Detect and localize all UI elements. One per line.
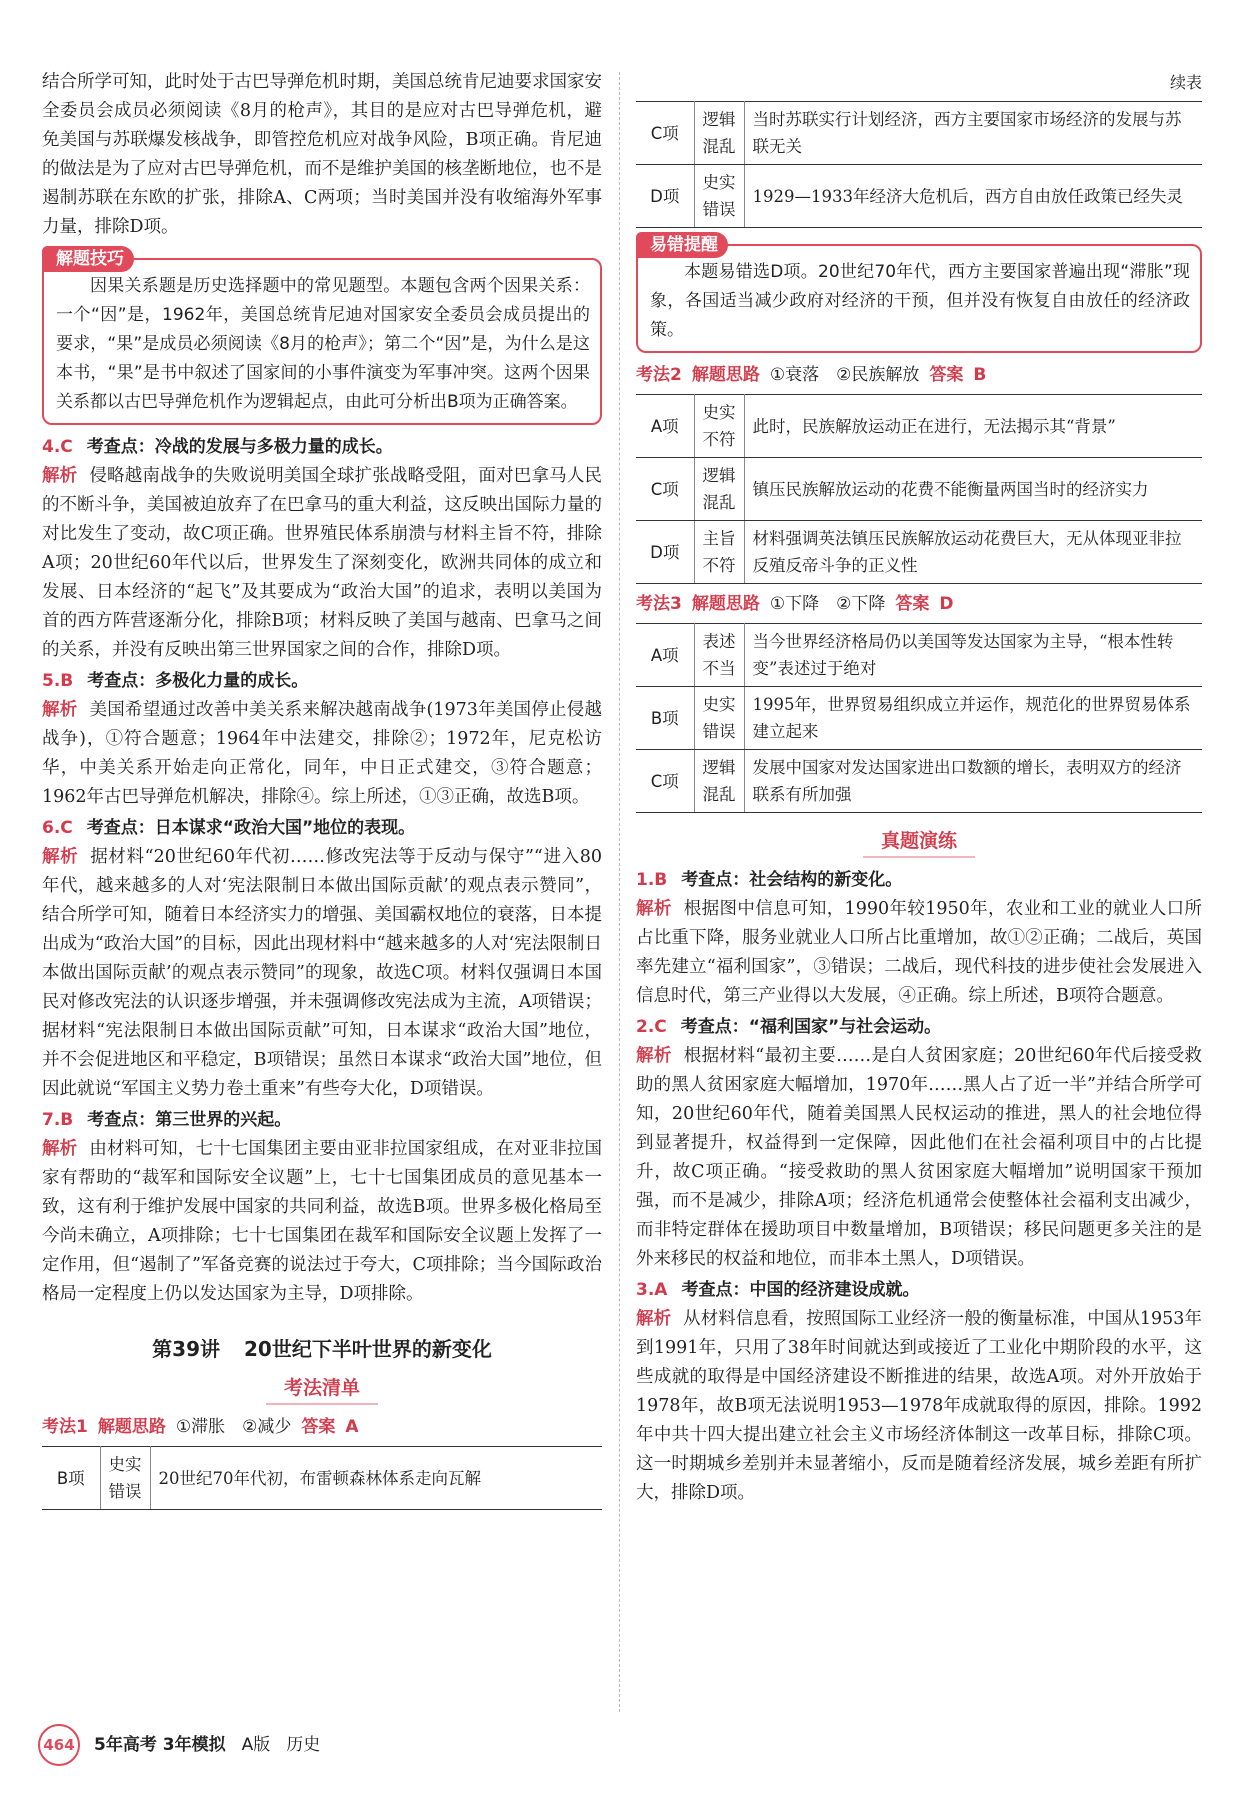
question-analysis: 侵略越南战争的失败说明美国全球扩张战略受阻，面对巴拿马人民的不断斗争，美国被迫放弃了在巴拿马的重大利益，这反映出国际力量的对比发生了变动，故C项正确。世界殖民体系崩溃与材料主旨不符，排除A项；20世纪60年代以后，世界发生了深刻变化，欧洲共同体的成立和发展、日本经济的“起飞”及其要成为“政治大国”的追求，表明以美国为首的西方阵营逐渐分化，排除B项；材料反映了美国与越南、巴拿马之间的关系，并没有反映出第三世界国家之间的合作，排除D项。	[42, 466, 603, 660]
question-topic: 日本谋求“政治大国”地位的表现。	[154, 818, 416, 838]
error-type-cell: 史实错误	[100, 1447, 150, 1510]
explanation-cell: 20世纪70年代初，布雷顿森林体系走向瓦解	[150, 1447, 602, 1510]
explanation-cell: 此时，民族解放运动正在进行，无法揭示其“背景”	[744, 395, 1202, 458]
table-row	[636, 165, 1202, 228]
kaofa-banner	[42, 1374, 602, 1405]
jiexi-label: 解析	[42, 1139, 78, 1159]
column-divider	[619, 72, 620, 1712]
question-analysis: 从材料信息看，按照国际工业经济一般的衡量标准，中国从1953年到1991年，只用了38年时间就达到或接近了工业化中期阶段的水平，这些成就的取得是中国经济建设不断推进的结果，故选A项。对外开放始于1978年，故B项无法说明1953—1978年成就取得的原因，排除。1992年中共十四大提出建立社会主义市场经济体制这一改革目标，排除C项。这一时期城乡差别并未显著缩小，反而是随着经济发展，城乡差距有所扩大，排除D项。	[636, 1309, 1202, 1503]
question-number: 1.B	[636, 870, 668, 890]
error-type-cell: 逻辑混乱	[694, 458, 744, 521]
question-number: 6.C	[42, 818, 73, 838]
zhenti-question-3	[636, 1276, 1202, 1508]
answer-label: 答案	[895, 594, 930, 614]
zhenti-banner	[636, 827, 1202, 858]
kaofa-3-table	[636, 623, 1202, 813]
question-7	[42, 1106, 602, 1309]
option-cell: C项	[636, 750, 694, 813]
kaochadian-label: 考查点：	[681, 1280, 750, 1300]
explanation-cell: 1995年，世界贸易组织成立并运作，规范化的世界贸易体系建立起来	[744, 687, 1202, 750]
kaofa-2-table	[636, 394, 1202, 584]
kaofa-2-header	[636, 361, 1202, 390]
lecture-name: 20世纪下半叶世界的新变化	[244, 1337, 492, 1361]
table-row	[636, 102, 1202, 165]
kaochadian-label: 考查点：	[680, 1017, 749, 1037]
warning-box	[636, 235, 1202, 353]
banner-label: 真题演练	[863, 827, 975, 858]
error-type-cell: 史实错误	[694, 165, 744, 228]
question-analysis: 由材料可知，七十七国集团主要由亚非拉国家组成，在对亚非拉国家有帮助的“裁军和国际安全议题”上，七十七国集团成员的意见基本一致，这有利于维护发展中国家的共同利益，故选B项。世界多极化格局至今尚未确立，A项排除；七十七国集团在裁军和国际安全议题上发挥了一定作用，但“遏制了”军备竞赛的说法过于夸大，C项排除；当今国际政治格局一定程度上仍以发达国家为主导，D项排除。	[42, 1139, 603, 1304]
explanation-cell: 当今世界经济格局仍以美国等发达国家为主导，“根本性转变”表述过于绝对	[744, 624, 1202, 687]
answer-value: B	[973, 365, 987, 385]
question-number: 2.C	[636, 1017, 667, 1037]
option-cell: B项	[636, 687, 694, 750]
question-analysis: 美国希望通过改善中美关系来解决越南战争(1973年美国停止侵越战争)，①符合题意；1964年中法建交，排除②；1972年，尼克松访华，中美关系开始走向正常化，同年，中日正式建交，③符合题意；1962年古巴导弹危机解决，排除④。综上所述，①③正确，故选B项。	[42, 700, 602, 807]
lecture-title	[42, 1335, 602, 1364]
table-row	[636, 624, 1202, 687]
table-row	[636, 395, 1202, 458]
continued-label: 续表	[1169, 73, 1202, 92]
banner-label: 考法清单	[266, 1374, 378, 1405]
warning-label: 易错提醒	[636, 232, 728, 258]
jiexi-label: 解析	[42, 466, 78, 486]
question-analysis: 根据材料“最初主要……是白人贫困家庭；20世纪60年代后接受救助的黑人贫困家庭大幅增加，1970年……黑人占了近一半”并结合所学可知，20世纪60年代，随着美国黑人民权运动的推进，黑人的社会地位得到显著提升，权益得到一定保障，因此他们在社会福利项目中的占比提升，故C项正确。“接受救助的黑人贫困家庭大幅增加”说明国家干预加强，而不是减少，排除A项；经济危机通常会使整体社会福利支出减少，而非特定群体在援助项目中数量增加，B项错误；移民问题更多关注的是外来移民的权益和地位，而非本土黑人，D项错误。	[636, 1046, 1203, 1269]
kaofa-label: 考法1	[42, 1417, 88, 1437]
silu-text: ①衰落 ②民族解放	[769, 365, 920, 385]
question-topic: 中国的经济建设成就。	[749, 1280, 920, 1300]
answer-label: 答案	[929, 365, 964, 385]
option-cell: D项	[636, 165, 694, 228]
kaochadian-label: 考查点：	[86, 818, 155, 838]
page-footer	[38, 1724, 336, 1766]
kaochadian-label: 考查点：	[86, 437, 155, 457]
silu-text: ①下降 ②下降	[769, 594, 886, 614]
zhenti-question-2	[636, 1013, 1202, 1274]
book-edition: A版	[241, 1734, 271, 1755]
table-row	[636, 687, 1202, 750]
warning-text: 本题易错选D项。20世纪70年代，西方主要国家普遍出现“滞胀”现象，各国适当减少政府对经济的干预，但并没有恢复自由放任的经济政策。	[650, 262, 1190, 340]
kaofa-3-header	[636, 590, 1202, 619]
jiexi-label: 解析	[636, 1046, 672, 1066]
left-column	[42, 68, 602, 1510]
explanation-cell: 当时苏联实行计划经济，西方主要国家市场经济的发展与苏联无关	[744, 102, 1202, 165]
question-topic: 第三世界的兴起。	[155, 1110, 292, 1130]
error-type-cell: 表述不当	[694, 624, 744, 687]
error-type-cell: 史实错误	[694, 687, 744, 750]
jiexi-label: 解析	[636, 899, 672, 919]
silu-text: ①滞胀 ②减少	[175, 1417, 292, 1437]
silu-label: 解题思路	[691, 594, 760, 614]
kaochadian-label: 考查点：	[681, 870, 750, 890]
kaochadian-label: 考查点：	[87, 671, 156, 691]
tip-box	[42, 249, 602, 425]
explanation-cell: 镇压民族解放运动的花费不能衡量两国当时的经济实力	[744, 458, 1202, 521]
table-row	[636, 521, 1202, 584]
answer-label: 答案	[301, 1417, 336, 1437]
option-cell: A项	[636, 624, 694, 687]
question-6	[42, 814, 602, 1104]
question-analysis: 据材料“20世纪60年代初……修改宪法等于反动与保守”“进入80年代，越来越多的人对‘宪法限制日本做出国际贡献’的观点表示赞同”，结合所学可知，随着日本经济实力的增强、美国霸权地位的衰落，日本提出成为“政治大国”的目标，因此出现材料中“越来越多的人对‘宪法限制日本做出国际贡献’的观点表示赞同”的现象，故选C项。材料仅强调日本国民对修改宪法的认识逐步增强，并未强调修改宪法成为主流，A项错误；据材料“宪法限制日本做出国际贡献”可知，日本谋求“政治大国”地位，并不会促进地区和平稳定，B项错误；虽然日本谋求“政治大国”地位，但因此就说“军国主义势力卷土重来”有些夸大化，D项错误。	[42, 847, 602, 1099]
question-topic: 冷战的发展与多极力量的成长。	[154, 437, 393, 457]
question-number: 5.B	[42, 671, 74, 691]
table-row	[42, 1447, 602, 1510]
silu-label: 解题思路	[691, 365, 760, 385]
page-number: 464	[38, 1724, 80, 1766]
kaofa-1-table	[42, 1446, 602, 1510]
book-brand: 5年高考 3年模拟	[94, 1734, 226, 1755]
option-cell: D项	[636, 521, 694, 584]
tip-label: 解题技巧	[42, 246, 134, 272]
book-subject: 历史	[286, 1734, 321, 1755]
option-cell: A项	[636, 395, 694, 458]
kaofa-label: 考法2	[636, 365, 682, 385]
jiexi-label: 解析	[42, 847, 79, 867]
question-analysis: 根据图中信息可知，1990年较1950年，农业和工业的就业人口所占比重下降，服务业就业人口所占比重增加，故①②正确；二战后，英国率先建立“福利国家”，③错误；二战后，现代科技的进步使社会发展进入信息时代，第三产业得以大发展，④正确。综上所述，B项符合题意。	[636, 899, 1203, 1006]
option-cell: C项	[636, 458, 694, 521]
answer-value: A	[345, 1417, 359, 1437]
question-4	[42, 433, 602, 665]
kaochadian-label: 考查点：	[87, 1110, 156, 1130]
intro-paragraph: 结合所学可知，此时处于古巴导弹危机时期，美国总统肯尼迪要求国家安全委员会成员必须阅读《8月的枪声》，其目的是应对古巴导弹危机，避免美国与苏联爆发核战争，即管控危机应对战争风险，B项正确。肯尼迪的做法是为了应对古巴导弹危机，而不是维护美国的核垄断地位，也不是遏制苏联在东欧的扩张，排除A、C两项；当时美国并没有收缩海外军事力量，排除D项。	[42, 72, 602, 237]
kaofa-label: 考法3	[636, 594, 682, 614]
kaofa-1-table-continued	[636, 101, 1202, 228]
question-5	[42, 667, 602, 812]
jiexi-label: 解析	[636, 1309, 672, 1329]
question-topic: “福利国家”与社会运动。	[748, 1017, 942, 1037]
tip-text: 因果关系题是历史选择题中的常见题型。本题包含两个因果关系：一个“因”是，1962年，美国总统肯尼迪对国家安全委员会成员提出的要求，“果”是成员必须阅读《8月的枪声》；第二个“因”是，为什么是这本书，“果”是书中叙述了国家间的小事件演变为军事冲突。这两个因果关系都以古巴导弹危机作为逻辑起点，由此可分析出B项为正确答案。	[56, 276, 590, 412]
explanation-cell: 发展中国家对发达国家进出口数额的增长，表明双方的经济联系有所加强	[744, 750, 1202, 813]
error-type-cell: 逻辑混乱	[694, 102, 744, 165]
table-row	[636, 458, 1202, 521]
question-topic: 社会结构的新变化。	[749, 870, 903, 890]
question-topic: 多极化力量的成长。	[155, 671, 309, 691]
error-type-cell: 逻辑混乱	[694, 750, 744, 813]
question-number: 7.B	[42, 1110, 74, 1130]
option-cell: B项	[42, 1447, 100, 1510]
table-row	[636, 750, 1202, 813]
answer-value: D	[939, 594, 954, 614]
question-number: 3.A	[636, 1280, 668, 1300]
zhenti-question-1	[636, 866, 1202, 1011]
jiexi-label: 解析	[42, 700, 78, 720]
right-column	[636, 68, 1202, 1508]
explanation-cell: 材料强调英法镇压民族解放运动花费巨大，无从体现亚非拉反殖反帝斗争的正义性	[744, 521, 1202, 584]
option-cell: C项	[636, 102, 694, 165]
explanation-cell: 1929—1933年经济大危机后，西方自由放任政策已经失灵	[744, 165, 1202, 228]
lecture-number: 第39讲	[152, 1337, 220, 1361]
question-number: 4.C	[42, 437, 73, 457]
error-type-cell: 主旨不符	[694, 521, 744, 584]
kaofa-1-header	[42, 1413, 602, 1442]
error-type-cell: 史实不符	[694, 395, 744, 458]
silu-label: 解题思路	[97, 1417, 166, 1437]
